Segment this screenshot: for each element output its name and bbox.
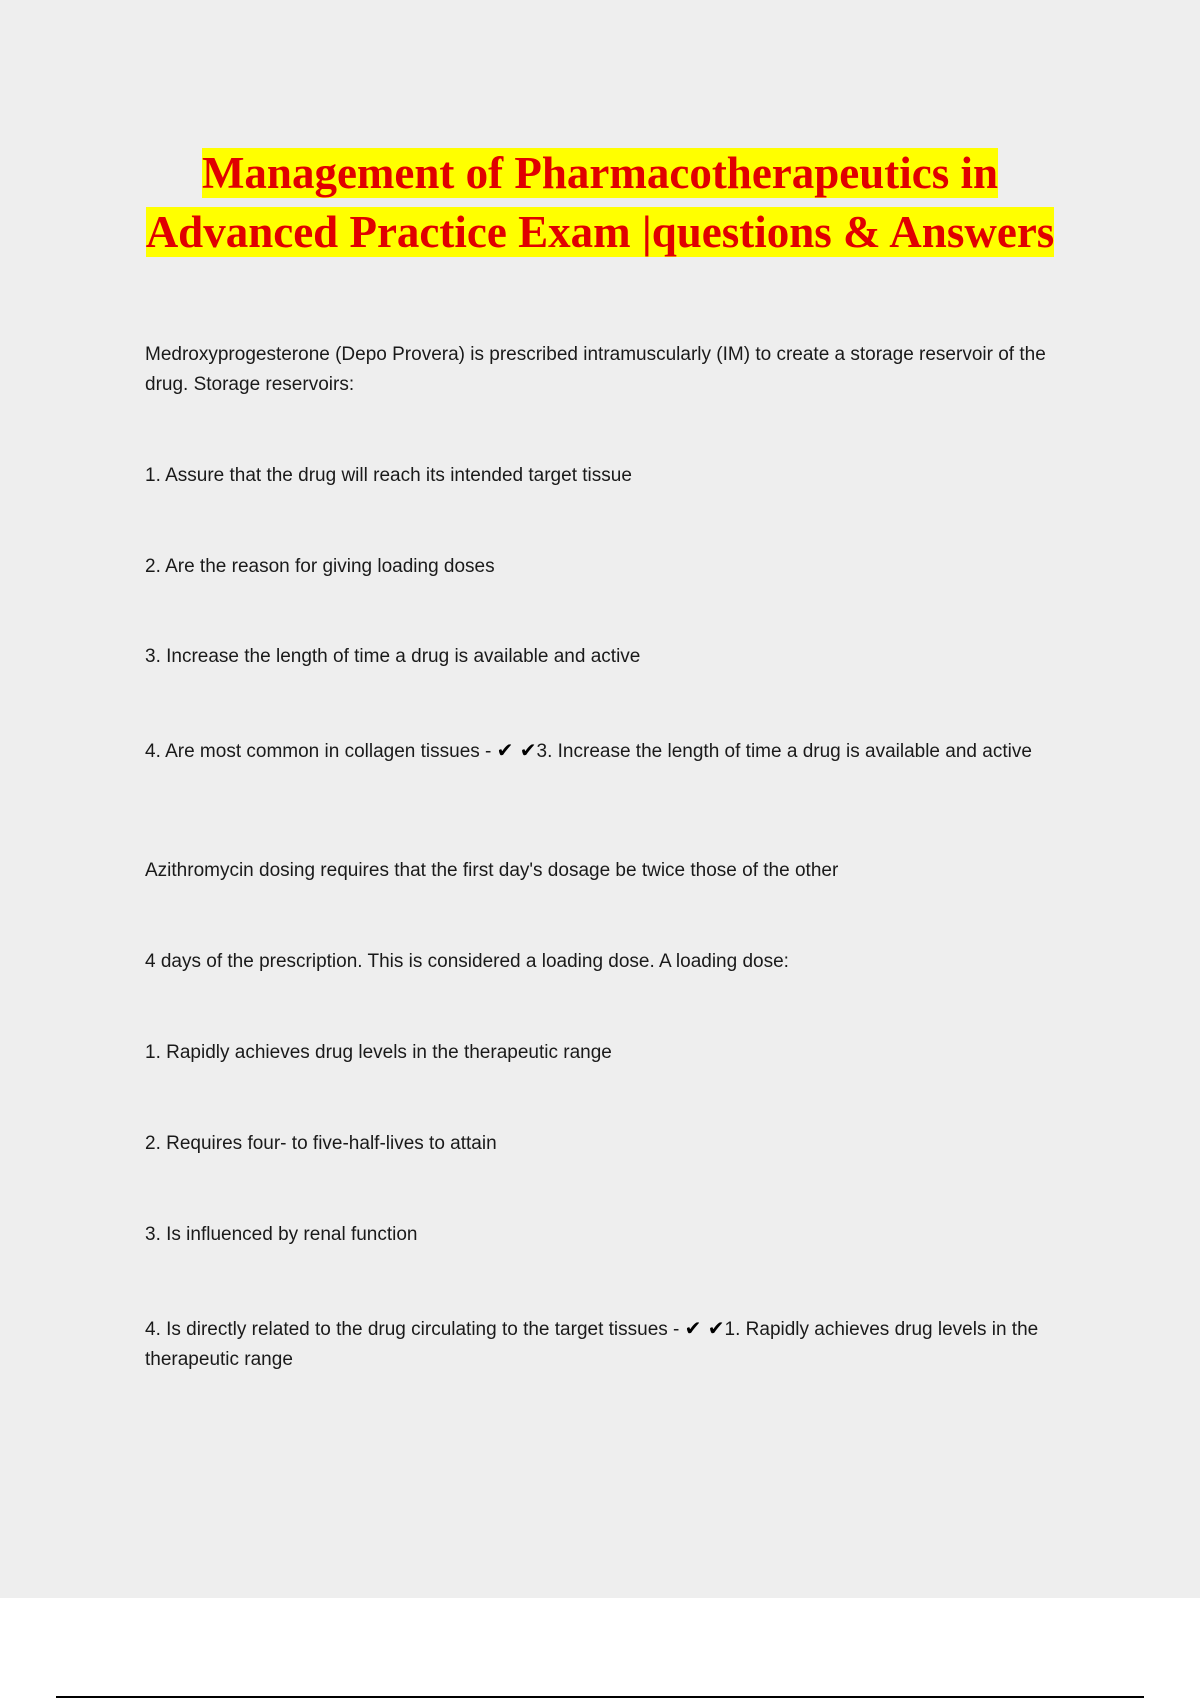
question-1-option-4-with-answer: 4. Are most common in collagen tissues - ✔ ✔3. Increase the length of time a drug is available and active xyxy=(145,738,1032,762)
checkmark-icon: ✔ ✔ xyxy=(684,1316,725,1340)
question-2-stem-line-2: 4 days of the prescription. This is considered a loading dose. A loading dose: xyxy=(145,951,789,972)
answer-text: 1. Rapidly achieves drug levels in the therapeutic range xyxy=(145,1319,1039,1370)
question-1-option-2: 2. Are the reason for giving loading doses xyxy=(145,556,495,577)
question-1-option-3: 3. Increase the length of time a drug is available and active xyxy=(145,646,641,667)
question-2-option-2: 2. Requires four- to five-half-lives to attain xyxy=(145,1133,497,1154)
question-2-option-3: 3. Is influenced by renal function xyxy=(145,1224,418,1245)
question-2-option-4-with-answer: 4. Is directly related to the drug circulating to the target tissues - ✔ ✔1. Rapidly achieves drug levels in the therapeutic range xyxy=(145,1316,1039,1370)
footer-divider xyxy=(56,1696,1144,1698)
question-2-option-1: 1. Rapidly achieves drug levels in the therapeutic range xyxy=(145,1042,612,1063)
answer-text: 3. Increase the length of time a drug is available and active xyxy=(536,741,1032,762)
document-title xyxy=(120,144,1080,262)
checkmark-icon: ✔ ✔ xyxy=(496,738,537,762)
question-2-stem-line-1: Azithromycin dosing requires that the first day's dosage be twice those of the other xyxy=(145,860,839,881)
question-1-stem: Medroxyprogesterone (Depo Provera) is prescribed intramuscularly (IM) to create a storage reservoir of the drug. Storage reservoirs: xyxy=(145,344,1046,395)
document-title-highlight: Management of Pharmacotherapeutics in Advanced Practice Exam |questions & Answers xyxy=(145,148,1055,257)
question-1-option-1: 1. Assure that the drug will reach its intended target tissue xyxy=(145,465,632,486)
